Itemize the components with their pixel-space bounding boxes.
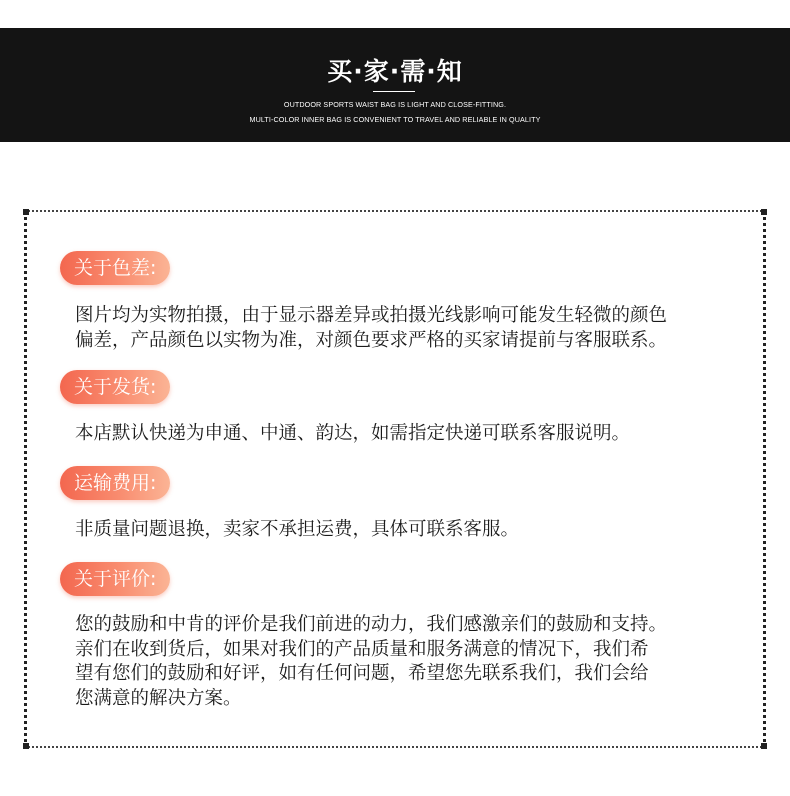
text-line: 您满意的解决方案。	[75, 687, 242, 709]
subtitle-line-1: OUTDOOR SPORTS WAIST BAG IS LIGHT AND CLOSE-FITTING.	[283, 100, 507, 109]
text-line: 本店默认快递为申通、中通、韵达，如需指定快递可联系客服说明。	[75, 423, 631, 444]
title-divider	[373, 91, 415, 92]
text-line: 亲们在收到货后，如果对我们的产品质量和服务满意的情况下，我们希	[75, 638, 649, 660]
section-text-reviews	[75, 613, 765, 711]
section-label-freight: 运输费用:	[60, 466, 170, 500]
frame-corner	[23, 209, 29, 215]
frame-border-bottom	[24, 746, 766, 748]
section-text-color-difference	[75, 304, 765, 353]
section-label-reviews: 关于评价:	[60, 562, 170, 596]
section-text-shipping	[75, 422, 765, 447]
section-label-shipping: 关于发货:	[60, 370, 170, 404]
frame-corner	[761, 743, 767, 749]
frame-border-left	[24, 210, 27, 748]
section-label-color-difference: 关于色差:	[60, 251, 170, 285]
header-banner	[0, 28, 790, 142]
frame-corner	[23, 743, 29, 749]
text-line: 图片均为实物拍摄，由于显示器差异或拍摄光线影响可能发生轻微的颜色	[75, 305, 668, 326]
text-line: 望有您们的鼓励和好评，如有任何问题，希望您先联系我们，我们会给	[75, 663, 649, 684]
page-title: 买·家·需·知	[327, 57, 463, 86]
frame-border-top	[24, 210, 766, 212]
text-line: 您的鼓励和中肯的评价是我们前进的动力，我们感激亲们的鼓励和支持。	[75, 614, 668, 635]
text-line: 非质量问题退换，卖家不承担运费，具体可联系客服。	[75, 519, 520, 540]
text-line: 偏差，产品颜色以实物为准，对颜色要求严格的买家请提前与客服联系。	[75, 329, 668, 351]
subtitle-line-2: MULTI-COLOR INNER BAG IS CONVENIENT TO TRAVEL AND RELIABLE IN QUALITY	[249, 115, 541, 124]
frame-corner	[761, 209, 767, 215]
section-text-freight	[75, 518, 765, 543]
